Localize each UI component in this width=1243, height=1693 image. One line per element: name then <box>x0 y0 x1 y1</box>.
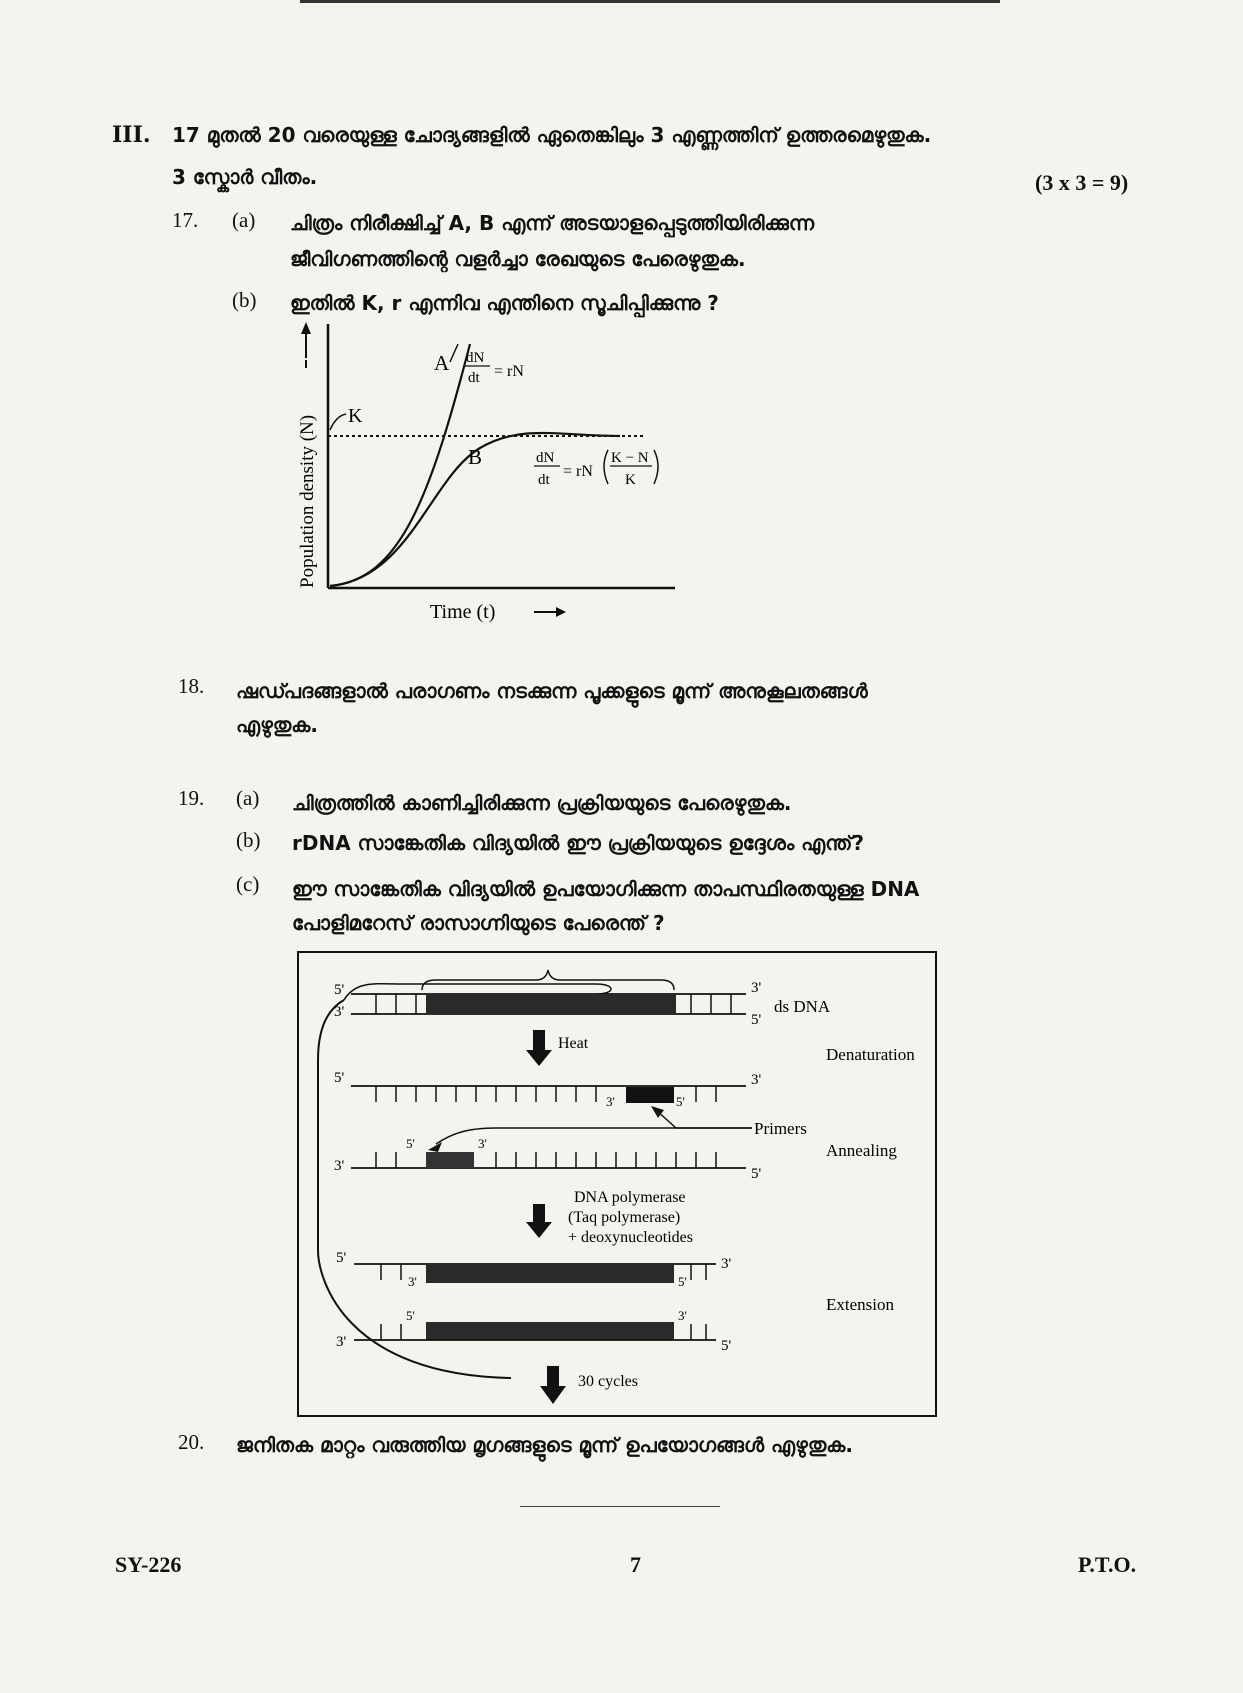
section-instruction: 17 മുതൽ 20 വരെയുള്ള ചോദ്യങ്ങളിൽ ഏതെങ്കിലും 3 എണ്ണത്തിന് ഉത്തരമെഴുതുക. <box>172 123 932 147</box>
svg-text:5': 5' <box>334 982 345 998</box>
top-border-line <box>300 0 1000 3</box>
svg-text:3': 3' <box>408 1274 417 1289</box>
y-axis-label: Population density (N) <box>297 414 318 588</box>
eq-a-numerator: dN <box>466 350 485 366</box>
x-arrow-head <box>556 607 566 617</box>
k-label: K <box>348 405 363 427</box>
pcr-diagram <box>296 950 940 1420</box>
q19-b-label: (b) <box>236 828 261 852</box>
primers-label: Primers <box>754 1119 807 1138</box>
eq-b-numerator: dN <box>536 450 555 466</box>
svg-text:5': 5' <box>751 1012 762 1028</box>
polymerase-line1: DNA polymerase <box>574 1189 686 1206</box>
q19-a-label: (a) <box>236 786 260 810</box>
curve-b-label: B <box>468 445 483 469</box>
annealing-label: Annealing <box>826 1141 897 1160</box>
svg-text:3': 3' <box>751 1072 762 1088</box>
ds-dna-label: ds DNA <box>774 997 831 1016</box>
eq-b-denominator: dt <box>538 472 550 488</box>
q18-text-line2: എഴുതുക. <box>236 713 318 737</box>
q17-a-text-line1: ചിത്രം നിരീക്ഷിച്ച് A, B എന്ന് അടയാളപ്പെടുത്തിയിരിക്കുന്ന <box>290 211 815 235</box>
section-number: III. <box>112 122 151 148</box>
footer-pto: P.T.O. <box>1078 1552 1137 1577</box>
q19-c-label: (c) <box>236 872 260 896</box>
curve-a-label: A <box>434 351 450 375</box>
svg-text:5': 5' <box>676 1094 685 1109</box>
svg-text:3': 3' <box>751 980 762 996</box>
extended-strand-top <box>426 1265 674 1283</box>
q17-b-text: ഇതിൽ K, r എന്നിവ എന്തിനെ സൂചിപ്പിക്കുന്നു ? <box>290 291 719 315</box>
q17-a-label: (a) <box>232 208 256 232</box>
q19-c-text-line1: ഈ സാങ്കേതിക വിദ്യയിൽ ഉപയോഗിക്കുന്ന താപസ്ഥിരതയുള്ള DNA <box>292 877 920 901</box>
q17-b-label: (b) <box>232 288 257 312</box>
primer-bottom <box>426 1152 474 1168</box>
svg-text:3': 3' <box>334 1158 345 1174</box>
section-score-note: 3 സ്കോർ വീതം. <box>172 165 318 189</box>
q18-number: 18. <box>178 674 205 698</box>
x-axis-label: Time (t) <box>430 601 496 623</box>
q20-text: ജനിതക മാറ്റം വരുത്തിയ മൃഗങ്ങളുടെ മൂന്ന് ഉപയോഗങ്ങൾ എഴുതുക. <box>236 1433 853 1457</box>
svg-text:5': 5' <box>406 1136 415 1151</box>
q19-b-text: rDNA സാങ്കേതിക വിദ്യയിൽ ഈ പ്രക്രിയയുടെ ഉദ്ദേശം എന്ത്? <box>292 831 864 855</box>
pcr-diagram-border <box>298 952 936 1416</box>
section-marks: (3 x 3 = 9) <box>1035 170 1129 195</box>
q17-number: 17. <box>172 208 199 232</box>
svg-text:5': 5' <box>406 1308 415 1323</box>
end-rule <box>520 1506 720 1507</box>
denaturation-label: Denaturation <box>826 1045 915 1064</box>
svg-text:3': 3' <box>336 1334 347 1350</box>
svg-text:5': 5' <box>721 1338 732 1354</box>
eq-b-frac-denominator: K <box>625 472 636 488</box>
heat-label: Heat <box>558 1035 589 1052</box>
extension-label: Extension <box>826 1295 894 1314</box>
target-region-ds <box>426 994 676 1014</box>
q18-text-line1: ഷഡ്പദങ്ങളാൽ പരാഗണം നടക്കുന്ന പൂക്കളുടെ മൂന്ന് അനുകൂലതങ്ങൾ <box>236 679 868 703</box>
extended-strand-bottom <box>426 1322 674 1340</box>
svg-text:3': 3' <box>606 1094 615 1109</box>
q19-number: 19. <box>178 786 205 810</box>
eq-b-frac-numerator: K − N <box>611 450 649 466</box>
heat-arrow <box>526 1050 552 1066</box>
q19-a-text: ചിത്രത്തിൽ കാണിച്ചിരിക്കുന്ന പ്രക്രിയയുടെ പേരെഴുതുക. <box>292 791 792 815</box>
svg-text:3': 3' <box>678 1308 687 1323</box>
target-brace <box>422 970 674 990</box>
footer-code: SY-226 <box>115 1552 182 1577</box>
polymerase-line3: + deoxynucleotides <box>568 1229 693 1246</box>
y-arrow-head <box>301 322 311 334</box>
eq-a-rhs: = rN <box>494 363 524 380</box>
svg-text:5': 5' <box>751 1166 762 1182</box>
eq-b-rhs: = rN <box>563 463 593 480</box>
primer-top <box>626 1087 674 1103</box>
polymerase-arrow <box>526 1222 552 1238</box>
eq-a-denominator: dt <box>468 370 480 386</box>
svg-text:3': 3' <box>721 1256 732 1272</box>
growth-curve-graph <box>280 318 700 628</box>
svg-text:5': 5' <box>336 1250 347 1266</box>
svg-text:5': 5' <box>334 1070 345 1086</box>
cycles-arrow <box>540 1386 566 1404</box>
svg-text:5': 5' <box>678 1274 687 1289</box>
q20-number: 20. <box>178 1430 205 1454</box>
curve-a-exponential <box>330 344 470 586</box>
cycles-label: 30 cycles <box>578 1373 638 1390</box>
q19-c-text-line2: പോളിമറേസ് രാസാഗ്നിയുടെ പേരെന്ത് ? <box>292 911 665 935</box>
svg-text:3': 3' <box>478 1136 487 1151</box>
svg-text:3': 3' <box>334 1004 345 1020</box>
polymerase-line2: (Taq polymerase) <box>568 1209 681 1226</box>
footer-page-number: 7 <box>630 1552 641 1577</box>
q17-a-text-line2: ജീവിഗണത്തിന്റെ വളർച്ചാ രേഖയുടെ പേരെഴുതുക. <box>290 247 746 271</box>
